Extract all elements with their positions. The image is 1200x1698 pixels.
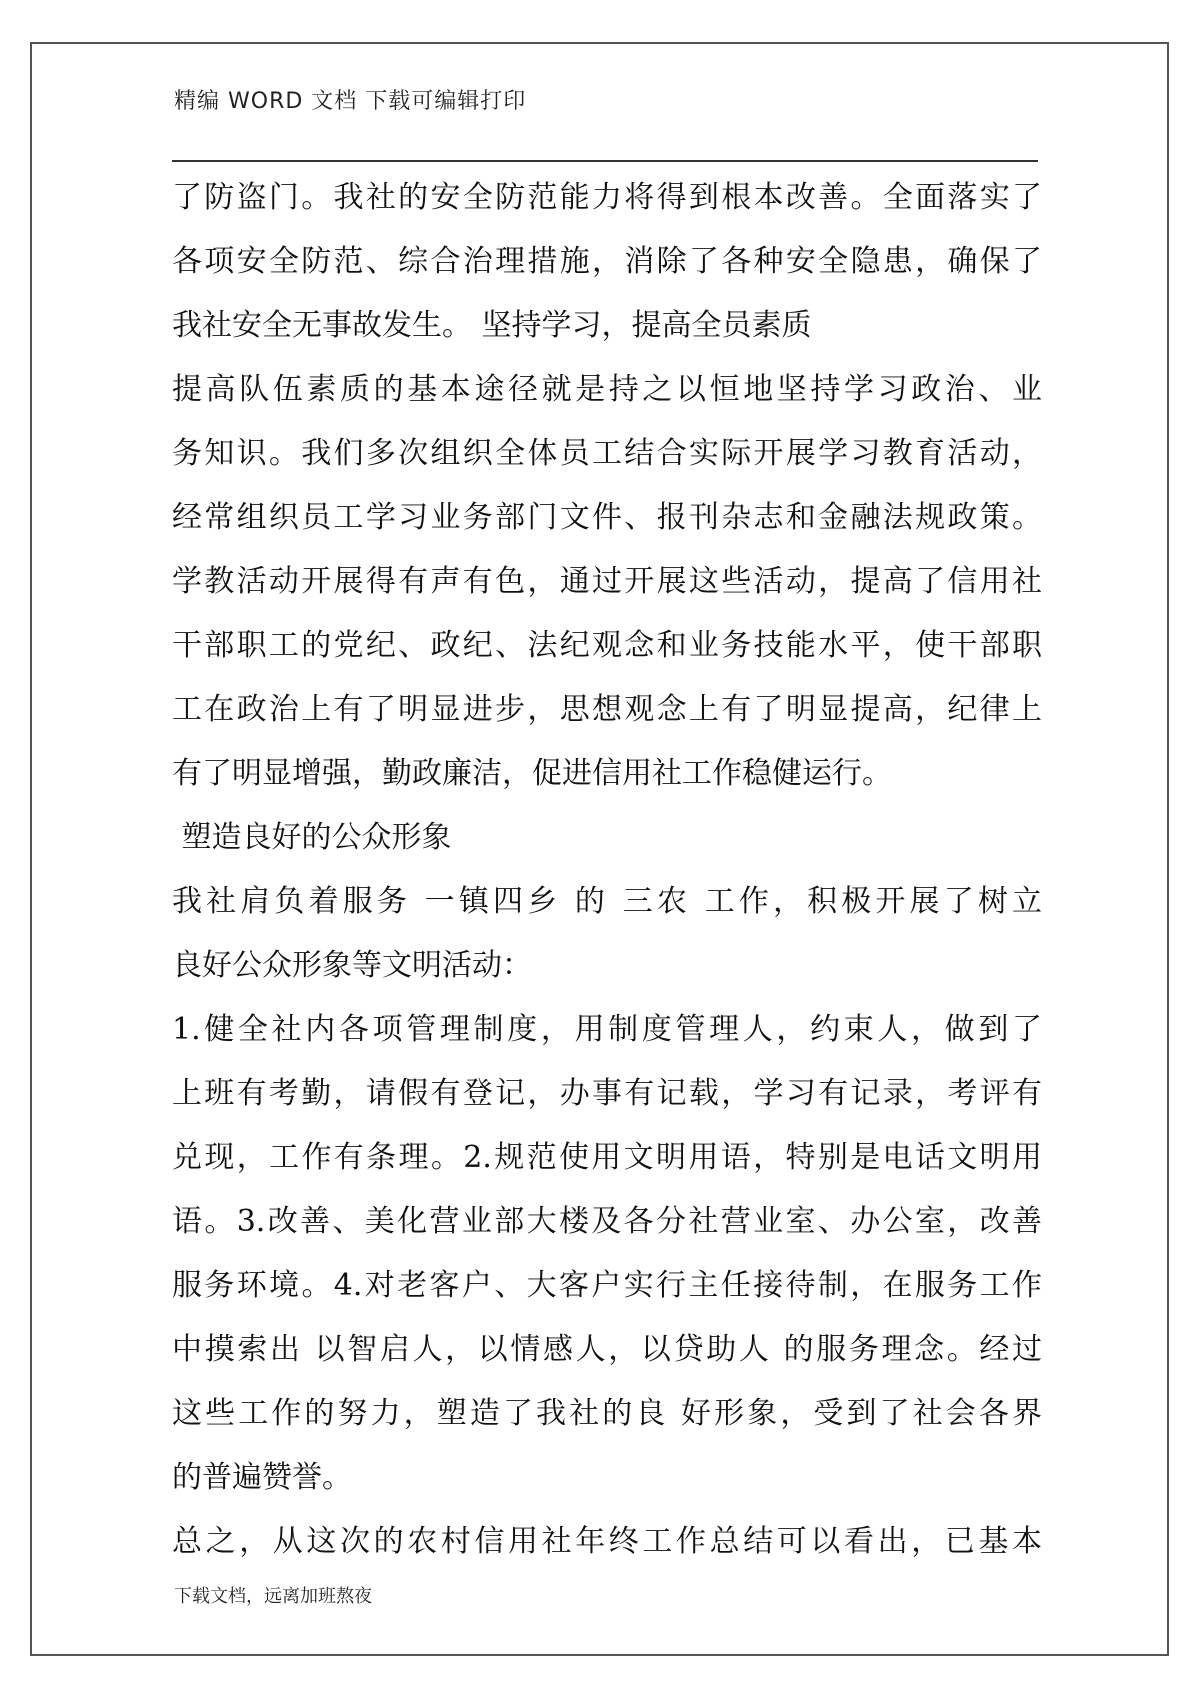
text-line: 务知识。我们多次组织全体员工结合实际开展学习教育活动， (172, 436, 1042, 471)
text-line: 学教活动开展得有声有色，通过开展这些活动，提高了信用社 (172, 564, 1042, 599)
text-line: 中摸索出 以智启人，以情感人，以贷助人 的服务理念。经过 (172, 1332, 1042, 1367)
header-rule (172, 160, 1038, 162)
text-line: 我社肩负着服务 一镇四乡 的 三农 工作，积极开展了树立 (172, 884, 1042, 919)
text-line: 各项安全防范、综合治理措施，消除了各种安全隐患，确保了 (172, 244, 1042, 279)
text-line: 1.健全社内各项管理制度，用制度管理人，约束人，做到了 (172, 1012, 1042, 1047)
page-header: 精编 WORD 文档 下载可编辑打印 (174, 89, 527, 114)
text-line: 提高队伍素质的基本途径就是持之以恒地坚持学习政治、业 (172, 372, 1042, 407)
document-body (172, 166, 1042, 1574)
text-line: 总之，从这次的农村信用社年终工作总结可以看出，已基本 (172, 1524, 1042, 1559)
text-line: 良好公众形象等文明活动： (172, 948, 532, 983)
page-footer: 下载文档，远离加班熬夜 (174, 1586, 372, 1607)
text-line: 语。3.改善、美化营业部大楼及各分社营业室、办公室，改善 (172, 1204, 1042, 1239)
text-line: 了防盗门。我社的安全防范能力将得到根本改善。全面落实了 (172, 180, 1042, 215)
text-line: 工在政治上有了明显进步，思想观念上有了明显提高，纪律上 (172, 692, 1042, 727)
text-line: 兑现，工作有条理。2.规范使用文明用语，特别是电话文明用 (172, 1140, 1042, 1175)
text-line: 有了明显增强，勤政廉洁，促进信用社工作稳健运行。 (172, 756, 892, 791)
text-line: 的普遍赞誉。 (172, 1460, 352, 1495)
text-line: 我社安全无事故发生。 坚持学习，提高全员素质 (172, 308, 812, 343)
text-line: 经常组织员工学习业务部门文件、报刊杂志和金融法规政策。 (172, 500, 1042, 535)
section-heading: 塑造良好的公众形象 (172, 820, 452, 855)
text-line: 干部职工的党纪、政纪、法纪观念和业务技能水平，使干部职 (172, 628, 1042, 663)
text-line: 上班有考勤，请假有登记，办事有记载，学习有记录，考评有 (172, 1076, 1042, 1111)
text-line: 服务环境。4.对老客户、大客户实行主任接待制，在服务工作 (172, 1268, 1042, 1303)
text-line: 这些工作的努力，塑造了我社的良 好形象，受到了社会各界 (172, 1396, 1042, 1431)
